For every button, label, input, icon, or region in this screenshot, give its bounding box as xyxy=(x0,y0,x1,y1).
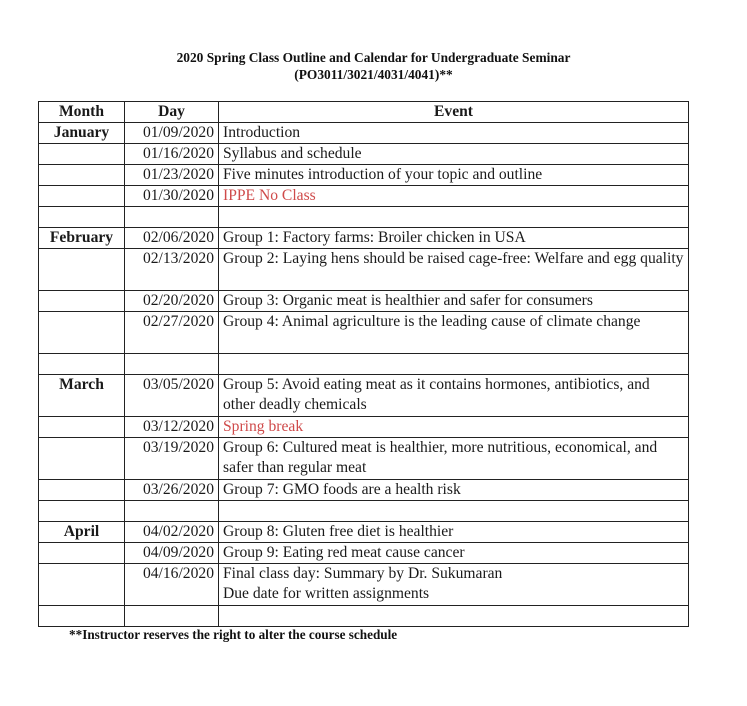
header-month: Month xyxy=(39,102,125,123)
month-cell xyxy=(39,165,125,186)
month-cell xyxy=(39,501,125,522)
event-cell: Group 8: Gluten free diet is healthier xyxy=(219,522,689,543)
table-header-row xyxy=(39,102,689,123)
month-cell xyxy=(39,207,125,228)
event-cell: Group 1: Factory farms: Broiler chicken in USA xyxy=(219,228,689,249)
day-cell: 02/13/2020 xyxy=(125,249,219,291)
month-cell: March xyxy=(39,375,125,417)
month-cell xyxy=(39,480,125,501)
table-row xyxy=(39,480,689,501)
table-row xyxy=(39,123,689,144)
month-cell xyxy=(39,354,125,375)
day-cell: 02/06/2020 xyxy=(125,228,219,249)
schedule-table xyxy=(38,101,689,627)
month-cell xyxy=(39,543,125,564)
day-cell xyxy=(125,501,219,522)
day-cell xyxy=(125,606,219,627)
table-row xyxy=(39,438,689,480)
event-cell: Group 4: Animal agriculture is the leading cause of climate change xyxy=(219,312,689,354)
event-cell: Group 5: Avoid eating meat as it contains hormones, antibiotics, and other deadly chemicals xyxy=(219,375,689,417)
footnote: **Instructor reserves the right to alter the course schedule xyxy=(69,627,398,642)
event-cell xyxy=(219,354,689,375)
table-row xyxy=(39,522,689,543)
month-cell: January xyxy=(39,123,125,144)
day-cell xyxy=(125,207,219,228)
table-row xyxy=(39,564,689,606)
event-cell xyxy=(219,606,689,627)
table-row xyxy=(39,144,689,165)
month-cell xyxy=(39,312,125,354)
event-cell: Five minutes introduction of your topic and outline xyxy=(219,165,689,186)
header-event: Event xyxy=(219,102,689,123)
table-row xyxy=(39,291,689,312)
document-title xyxy=(0,49,747,83)
month-cell xyxy=(39,606,125,627)
table-row xyxy=(39,417,689,438)
month-cell xyxy=(39,564,125,606)
month-cell: April xyxy=(39,522,125,543)
day-cell: 04/16/2020 xyxy=(125,564,219,606)
event-cell-highlighted: Spring break xyxy=(219,417,689,438)
event-cell: Group 2: Laying hens should be raised cage-free: Welfare and egg quality xyxy=(219,249,689,291)
day-cell: 01/09/2020 xyxy=(125,123,219,144)
title-line-1: 2020 Spring Class Outline and Calendar for Undergraduate Seminar xyxy=(176,50,571,65)
table-row xyxy=(39,228,689,249)
table-row-empty xyxy=(39,501,689,522)
event-cell: Group 9: Eating red meat cause cancer xyxy=(219,543,689,564)
day-cell: 04/02/2020 xyxy=(125,522,219,543)
day-cell xyxy=(125,354,219,375)
table-row xyxy=(39,375,689,417)
event-cell: Group 7: GMO foods are a health risk xyxy=(219,480,689,501)
table-row xyxy=(39,249,689,291)
day-cell: 03/05/2020 xyxy=(125,375,219,417)
table-row xyxy=(39,543,689,564)
month-cell xyxy=(39,291,125,312)
month-cell xyxy=(39,249,125,291)
event-cell: Syllabus and schedule xyxy=(219,144,689,165)
day-cell: 01/16/2020 xyxy=(125,144,219,165)
table-row xyxy=(39,186,689,207)
day-cell: 01/30/2020 xyxy=(125,186,219,207)
event-line-2: Due date for written assignments xyxy=(223,585,430,602)
event-cell xyxy=(219,207,689,228)
day-cell: 04/09/2020 xyxy=(125,543,219,564)
month-cell xyxy=(39,186,125,207)
event-cell xyxy=(219,501,689,522)
event-cell-highlighted: IPPE No Class xyxy=(219,186,689,207)
month-cell: February xyxy=(39,228,125,249)
event-cell xyxy=(219,564,689,606)
day-cell: 02/20/2020 xyxy=(125,291,219,312)
day-cell: 03/12/2020 xyxy=(125,417,219,438)
event-line-1: Final class day: Summary by Dr. Sukumaran xyxy=(223,565,503,582)
day-cell: 03/19/2020 xyxy=(125,438,219,480)
month-cell xyxy=(39,438,125,480)
table-row xyxy=(39,165,689,186)
event-cell: Group 6: Cultured meat is healthier, more nutritious, economical, and safer than regular meat xyxy=(219,438,689,480)
day-cell: 03/26/2020 xyxy=(125,480,219,501)
title-line-2: (PO3011/3021/4031/4041)** xyxy=(294,67,453,82)
event-cell: Introduction xyxy=(219,123,689,144)
day-cell: 01/23/2020 xyxy=(125,165,219,186)
table-row-empty xyxy=(39,606,689,627)
header-day: Day xyxy=(125,102,219,123)
event-cell: Group 3: Organic meat is healthier and safer for consumers xyxy=(219,291,689,312)
day-cell: 02/27/2020 xyxy=(125,312,219,354)
month-cell xyxy=(39,144,125,165)
month-cell xyxy=(39,417,125,438)
table-row-empty xyxy=(39,207,689,228)
table-row-empty xyxy=(39,354,689,375)
table-row xyxy=(39,312,689,354)
